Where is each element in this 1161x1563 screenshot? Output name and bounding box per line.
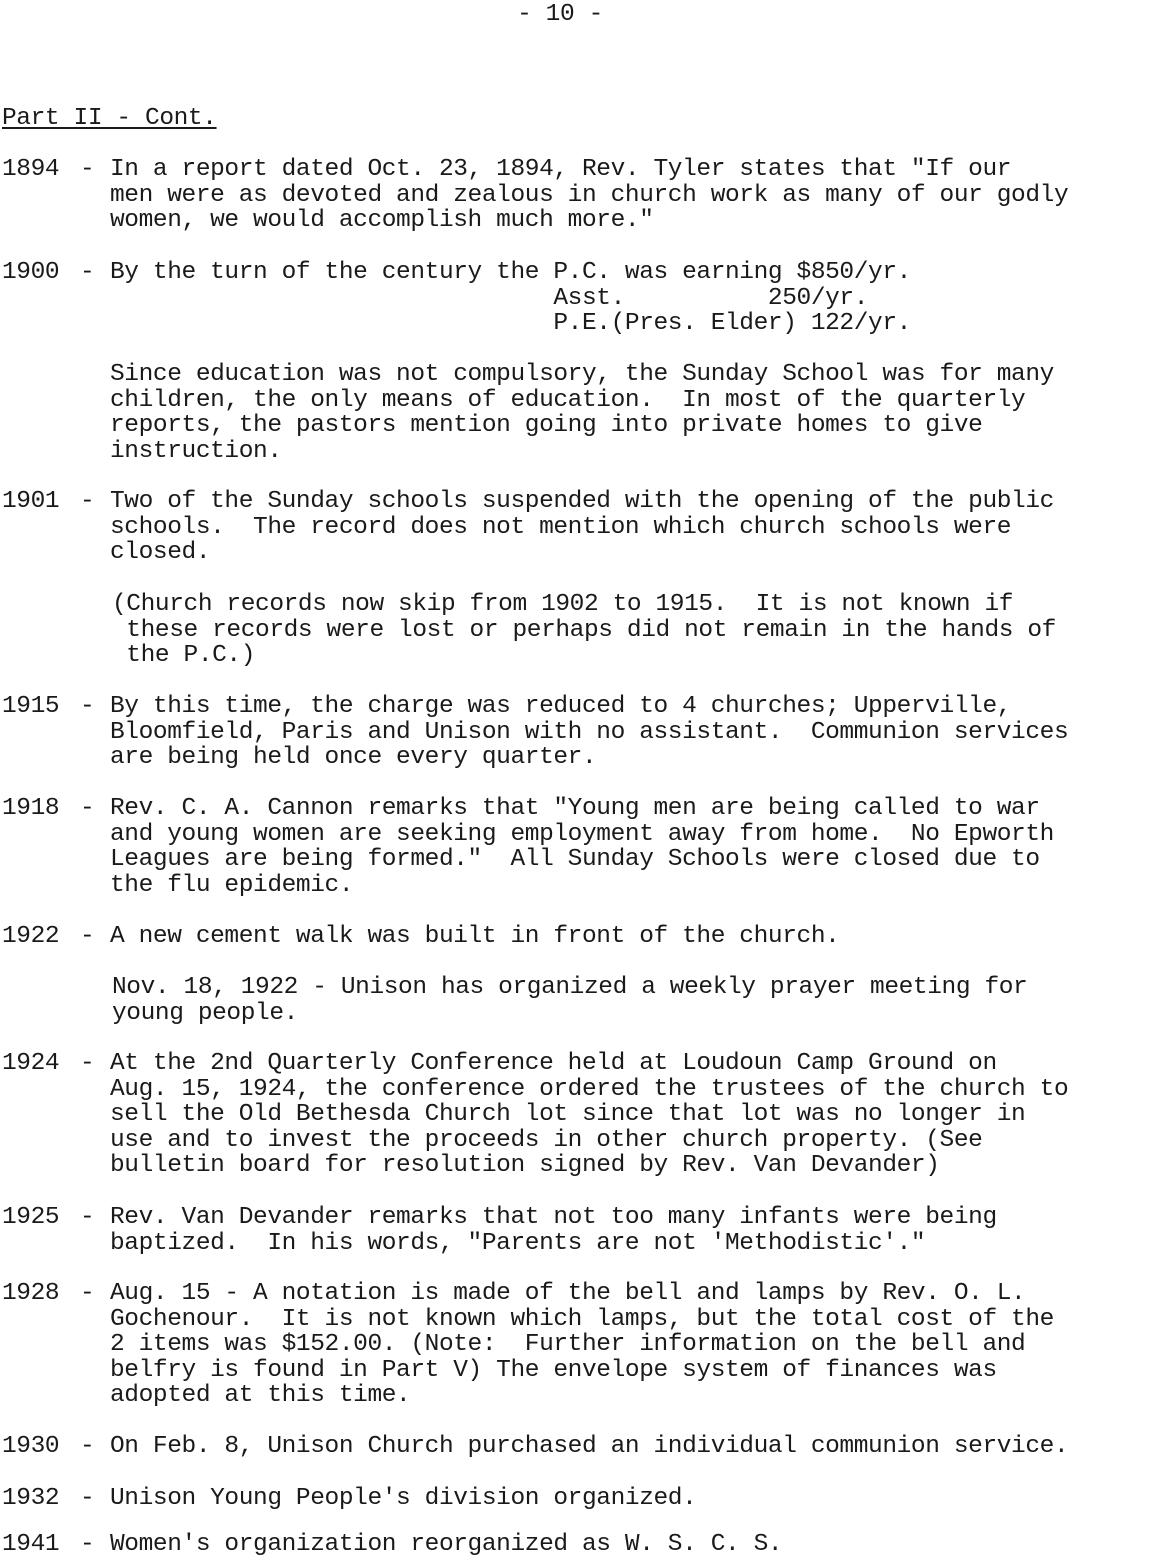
entry-dash: - xyxy=(80,1433,95,1460)
entry-year: 1918 xyxy=(2,795,60,822)
entry-text: At the 2nd Quarterly Conference held at Loudoun Camp Ground on Aug. 15, 1924, the conference ordered the trustees of the church to sell the Old Bethesda Church lot since that lot was no longer in use and to invest the proceeds in other church property. (See bulletin board for resolution signed by Rev. Van Devander) xyxy=(110,1050,1069,1180)
page-number: - 10 - xyxy=(517,1,603,28)
entry-text: By this time, the charge was reduced to 4 churches; Upperville, Bloomfield, Paris and Unison with no assistant. Communion services are being held once every quarter. xyxy=(110,693,1069,772)
entry-text: Unison Young People's division organized. xyxy=(110,1485,697,1512)
entry-dash: - xyxy=(80,693,95,720)
section-heading: Part II - Cont. xyxy=(2,105,217,132)
entry-year: 1901 xyxy=(2,488,60,515)
entry-dash: - xyxy=(80,259,95,286)
entry-text: Two of the Sunday schools suspended with the opening of the public schools. The record does not mention which church schools were closed. xyxy=(110,488,1054,567)
entry-dash: - xyxy=(80,1485,95,1512)
entry-text: A new cement walk was built in front of the church. xyxy=(110,923,840,950)
entry-dash: - xyxy=(80,1531,95,1558)
entry-text: Women's organization reorganized as W. S. C. S. xyxy=(110,1531,783,1558)
entry-text: Rev. C. A. Cannon remarks that "Young men are being called to war and young women are seeking employment away from home. No Epworth Leagues are being formed." All Sunday Schools were closed due to the flu epidemic. xyxy=(110,795,1054,899)
entry-year: 1928 xyxy=(2,1280,60,1307)
entry-text: Aug. 15 - A notation is made of the bell and lamps by Rev. O. L. Gochenour. It is not known which lamps, but the total cost of the 2 items was $152.00. (Note: Further information on the bell and belfry is found in Part V) The envelope system of finances was adopted at this time. xyxy=(110,1280,1054,1410)
entry-year: 1924 xyxy=(2,1050,60,1077)
education-note: Since education was not compulsory, the Sunday School was for many children, the only means of education. In most of the quarterly reports, the pastors mention going into private homes to give instruction. xyxy=(110,361,1054,465)
entry-dash: - xyxy=(80,795,95,822)
entry-year: 1941 xyxy=(2,1531,60,1558)
entry-text: On Feb. 8, Unison Church purchased an individual communion service. xyxy=(110,1433,1069,1460)
entry-dash: - xyxy=(80,156,95,183)
nov-1922-note: Nov. 18, 1922 - Unison has organized a weekly prayer meeting for young people. xyxy=(112,974,1028,1027)
entry-dash: - xyxy=(80,1204,95,1231)
entry-year: 1930 xyxy=(2,1433,60,1460)
entry-dash: - xyxy=(80,1280,95,1307)
entry-text: By the turn of the century the P.C. was earning $850/yr. Asst. 250/yr. P.E.(Pres. Elder) 122/yr. xyxy=(110,259,911,338)
entry-year: 1925 xyxy=(2,1204,60,1231)
entry-year: 1894 xyxy=(2,156,60,183)
entry-dash: - xyxy=(80,923,95,950)
records-note: (Church records now skip from 1902 to 1915. It is not known if these records were lost or perhaps did not remain in the hands of the P.C.) xyxy=(112,591,1056,670)
entry-text: Rev. Van Devander remarks that not too many infants were being baptized. In his words, "Parents are not 'Methodistic'." xyxy=(110,1204,997,1257)
entry-dash: - xyxy=(80,488,95,515)
entry-year: 1932 xyxy=(2,1485,60,1512)
entry-year: 1922 xyxy=(2,923,60,950)
entry-text: In a report dated Oct. 23, 1894, Rev. Tyler states that "If our men were as devoted and zealous in church work as many of our godly women, we would accomplish much more." xyxy=(110,156,1069,235)
entry-year: 1900 xyxy=(2,259,60,286)
entry-year: 1915 xyxy=(2,693,60,720)
entry-dash: - xyxy=(80,1050,95,1077)
